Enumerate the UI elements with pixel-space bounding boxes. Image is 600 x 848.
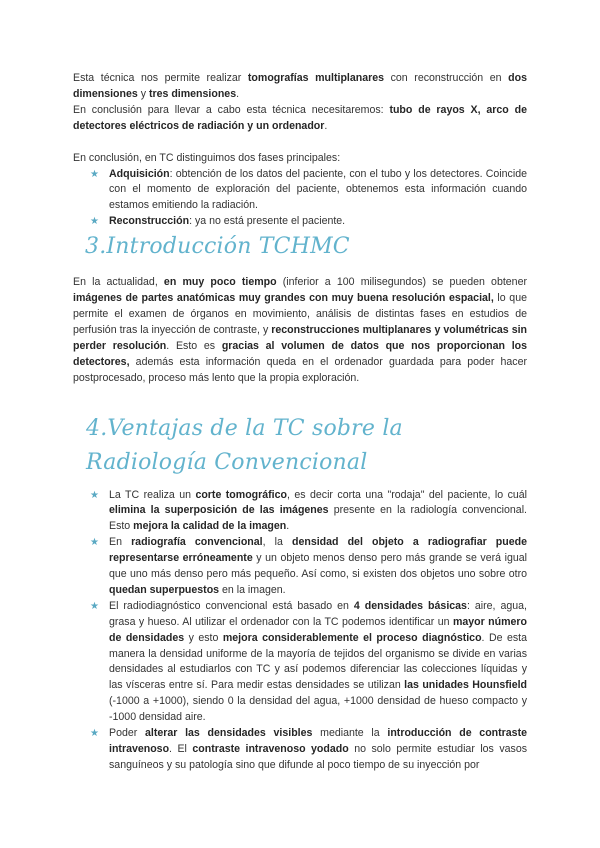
text-run: , es decir corta una "rodaja" del paciente, lo cuál [287,488,528,501]
text-run: En la actualidad, [73,276,164,289]
list-item-text [109,727,527,771]
intro-paragraph-equipment [73,103,527,135]
text-run: Esta técnica nos permite realizar [73,72,248,84]
text-run: Poder [109,727,145,740]
bold-text-run: tomografías multiplanares [247,72,385,84]
list-item [90,535,527,599]
bold-text-run: en muy poco tiempo [163,276,277,289]
text-run: El radiodiagnóstico convencional está basado en [109,599,354,612]
text-run: mediante la [312,727,388,740]
list-item [90,599,527,726]
list-item-text [109,168,527,212]
list-item-text [109,600,527,723]
bold-text-run: elimina la superposición de las imágenes [109,504,329,517]
intro-paragraph-multiplanar [73,71,527,103]
text-run: . [324,119,328,132]
bold-text-run: corte tomográfico [195,488,287,501]
spacer [73,387,527,412]
bold-text-run: densidad del objeto a radiografiar puede representarse erróneamente [109,536,527,565]
text-run: En conclusión, en TC distinguimos dos fases principales: [73,151,341,164]
text-run: presente en la radiología convencional. Esto [109,504,527,533]
intro-paragraph-phases [73,151,527,167]
text-run: . Esto es [166,339,222,352]
star-bullet-icon: ★ [90,600,99,612]
bold-text-run: 4 densidades básicas [353,599,467,612]
bold-text-run: Adquisición [109,167,170,180]
text-run: . El [169,743,193,755]
star-bullet-icon: ★ [90,489,99,501]
bold-text-run: mejora considerablemente el proceso diagnóstico [222,631,482,644]
page-content [73,71,527,774]
star-bullet-icon: ★ [90,537,99,549]
bold-text-run: Reconstrucción [109,215,190,228]
text-run: : ya no está presente el paciente. [189,215,346,228]
bold-text-run: imágenes de partes anatómicas muy grandes con muy buena resolución espacial, [73,292,494,305]
bold-text-run: mayor número de densidades [109,615,527,644]
section-heading-3: 3.Introducción TCHMC [85,234,350,260]
star-bullet-icon: ★ [90,216,99,228]
bold-text-run: tubo de rayos X, arco de detectores eléctricos de radiación y un ordenador [73,103,527,132]
text-run: en la imagen. [219,583,286,596]
text-run: además esta información queda en el ordenador guardada para poder hacer postprocesado, proceso más lento que la propia exploración. [73,355,527,384]
bold-text-run: quedan superpuestos [109,583,220,596]
text-run: (-1000 a +1000), siendo 0 la densidad del agua, +1000 densidad de hueso compacto y -1000 densidad aire. [109,695,527,724]
list-item-text [109,215,345,227]
text-run: no solo permite estudiar los vasos sanguíneos y su patología sino que difunde al poco tiempo de su inyección por [109,743,528,771]
text-run: La TC realiza un [109,488,196,501]
text-run: : aire, agua, grasa y hueso. Al utilizar el ordenador con la TC podemos identificar un [109,599,527,628]
bold-text-run: tres dimensiones [148,87,237,100]
bold-text-run: dos dimensiones [73,72,528,100]
bold-text-run: las unidades Hounsfield [404,679,527,692]
list-item [90,214,527,230]
text-run: : obtención de los datos del paciente, con el tubo y los detectores. Coincide con el momento de exploración del paciente, obtenemos esta información cuando estamos emitiendo la radiación. [109,167,527,212]
text-run: . [286,520,290,533]
text-run: y esto [184,631,223,644]
bold-text-run: alterar las densidades visibles [144,727,313,740]
text-run: . [236,87,240,100]
text-run: (inferior a 100 milisegundos) se pueden obtener [276,276,527,289]
star-bullet-icon: ★ [90,728,99,740]
list-item [90,167,527,215]
text-run: y [137,87,149,100]
phases-list [73,167,527,231]
bold-text-run: radiografía convencional [131,536,263,549]
bold-text-run: gracias al volumen de datos que nos proporcionan los detectores, [73,339,528,368]
section-heading-4: 4.Ventajas de la TC sobre la Radiología Convencional [86,415,403,475]
text-run: , la [262,536,292,549]
text-run: . De esta manera la densidad uniforme de la mayoría de tejidos del organismo se divide en varias densidades al estudiarlos con TC y así podemos diferenciar las colecciones líquidas y las vísceras entre sí. Para medir estas densidades se utilizan [109,631,527,692]
text-run: lo que permite el examen de órganos en movimiento, análisis de distintas fases en estudios de perfusión tras la inyección de contraste, y [73,292,527,336]
list-item-text [109,536,527,596]
list-item [90,726,528,774]
spacer [73,135,527,151]
text-run: con reconstrucción en [384,72,509,84]
advantages-list [73,488,527,774]
section3-paragraph [73,275,527,386]
text-run: En conclusión para llevar a cabo esta técnica necesitaremos: [73,103,390,116]
text-run: En [109,536,132,549]
list-item [90,488,528,536]
bold-text-run: introducción de contraste intravenoso [109,727,527,755]
bold-text-run: mejora la calidad de la imagen [133,520,287,533]
star-bullet-icon: ★ [90,168,99,180]
bold-text-run: reconstrucciones multiplanares y volumétricas sin perder resolución [73,323,527,352]
bold-text-run: contraste intravenoso yodado [192,743,349,755]
text-run: y un objeto menos denso pero más grande se verá igual que uno más denso pero más pequeño. Así como, si existen dos objetos uno sobre otro [109,552,527,581]
list-item-text [109,489,527,533]
